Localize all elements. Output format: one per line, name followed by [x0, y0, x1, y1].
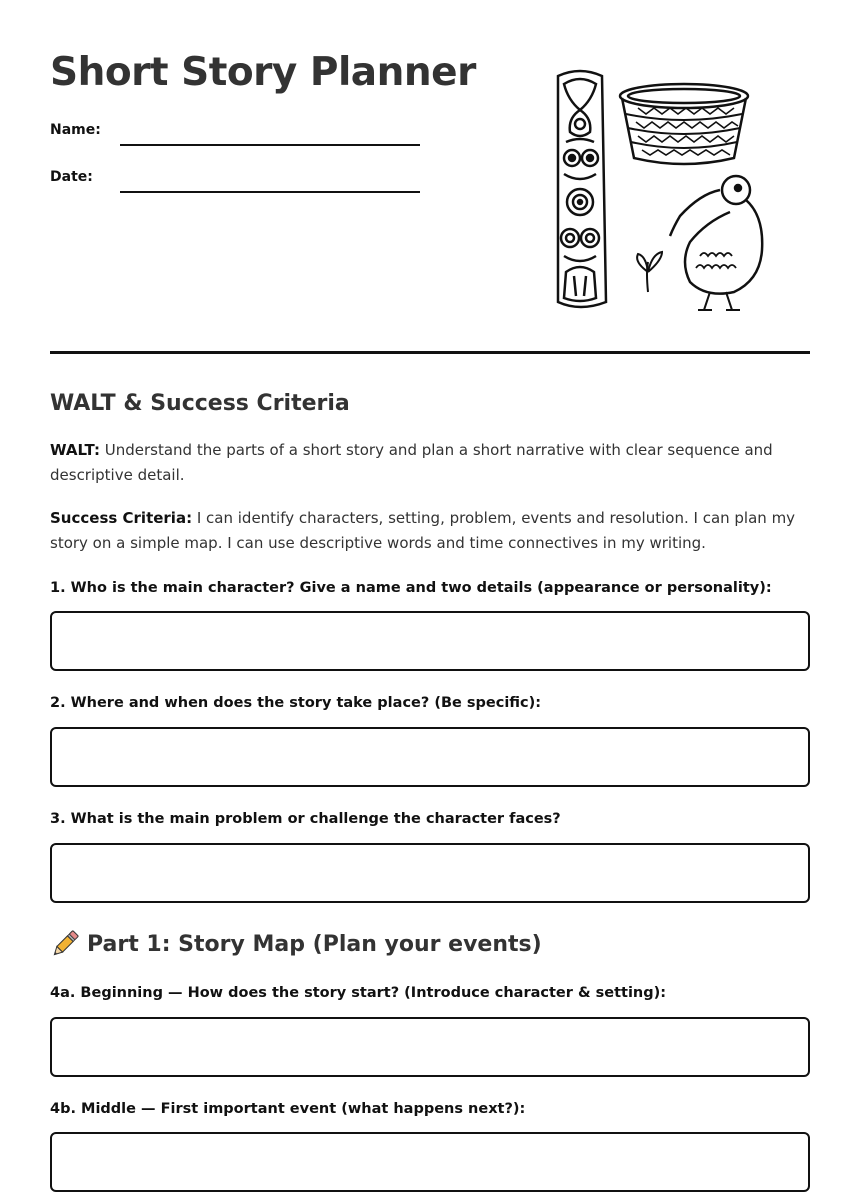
walt-heading: WALT & Success Criteria [50, 391, 350, 416]
success-criteria-text: I can identify characters, setting, problem, events and resolution. I can plan my story on a simple map. I can use descriptive words and time connectives in my writing. [50, 509, 796, 552]
illustration-icon [550, 66, 770, 316]
walt-statement [50, 438, 810, 488]
carved-pole-icon [558, 71, 606, 307]
answer-box-3[interactable] [50, 843, 810, 903]
name-field [50, 122, 420, 152]
answer-box-1[interactable] [50, 611, 810, 671]
bird-icon [670, 176, 762, 310]
worksheet-page [50, 0, 810, 1117]
question-2-label: 2. Where and when does the story take place? (Be specific): [50, 695, 542, 711]
success-criteria-statement [50, 506, 810, 556]
pencil-icon [50, 929, 80, 959]
date-field [50, 169, 420, 199]
date-label: Date: [50, 169, 93, 185]
date-write-line[interactable] [120, 191, 420, 193]
sprout-icon [637, 252, 662, 292]
answer-box-4b[interactable] [50, 1132, 810, 1192]
walt-text: Understand the parts of a short story and plan a short narrative with clear sequence and descriptive detail. [50, 441, 773, 484]
question-1-label: 1. Who is the main character? Give a name and two details (appearance or personality): [50, 580, 772, 596]
page-title: Short Story Planner [50, 50, 476, 95]
walt-label: WALT: [50, 441, 100, 459]
part-1-heading-text: Part 1: Story Map (Plan your events) [87, 931, 542, 957]
question-4b-label: 4b. Middle — First important event (what happens next?): [50, 1101, 526, 1117]
question-4a-label: 4a. Beginning — How does the story start? (Introduce character & setting): [50, 985, 667, 1001]
question-3-label: 3. What is the main problem or challenge the character faces? [50, 811, 561, 827]
success-criteria-label: Success Criteria: [50, 509, 193, 527]
kete-basket-icon [620, 84, 748, 164]
answer-box-2[interactable] [50, 727, 810, 787]
worksheet-header [50, 0, 810, 354]
name-write-line[interactable] [120, 144, 420, 146]
name-label: Name: [50, 122, 101, 138]
answer-box-4a[interactable] [50, 1017, 810, 1077]
part-1-heading [50, 929, 542, 959]
